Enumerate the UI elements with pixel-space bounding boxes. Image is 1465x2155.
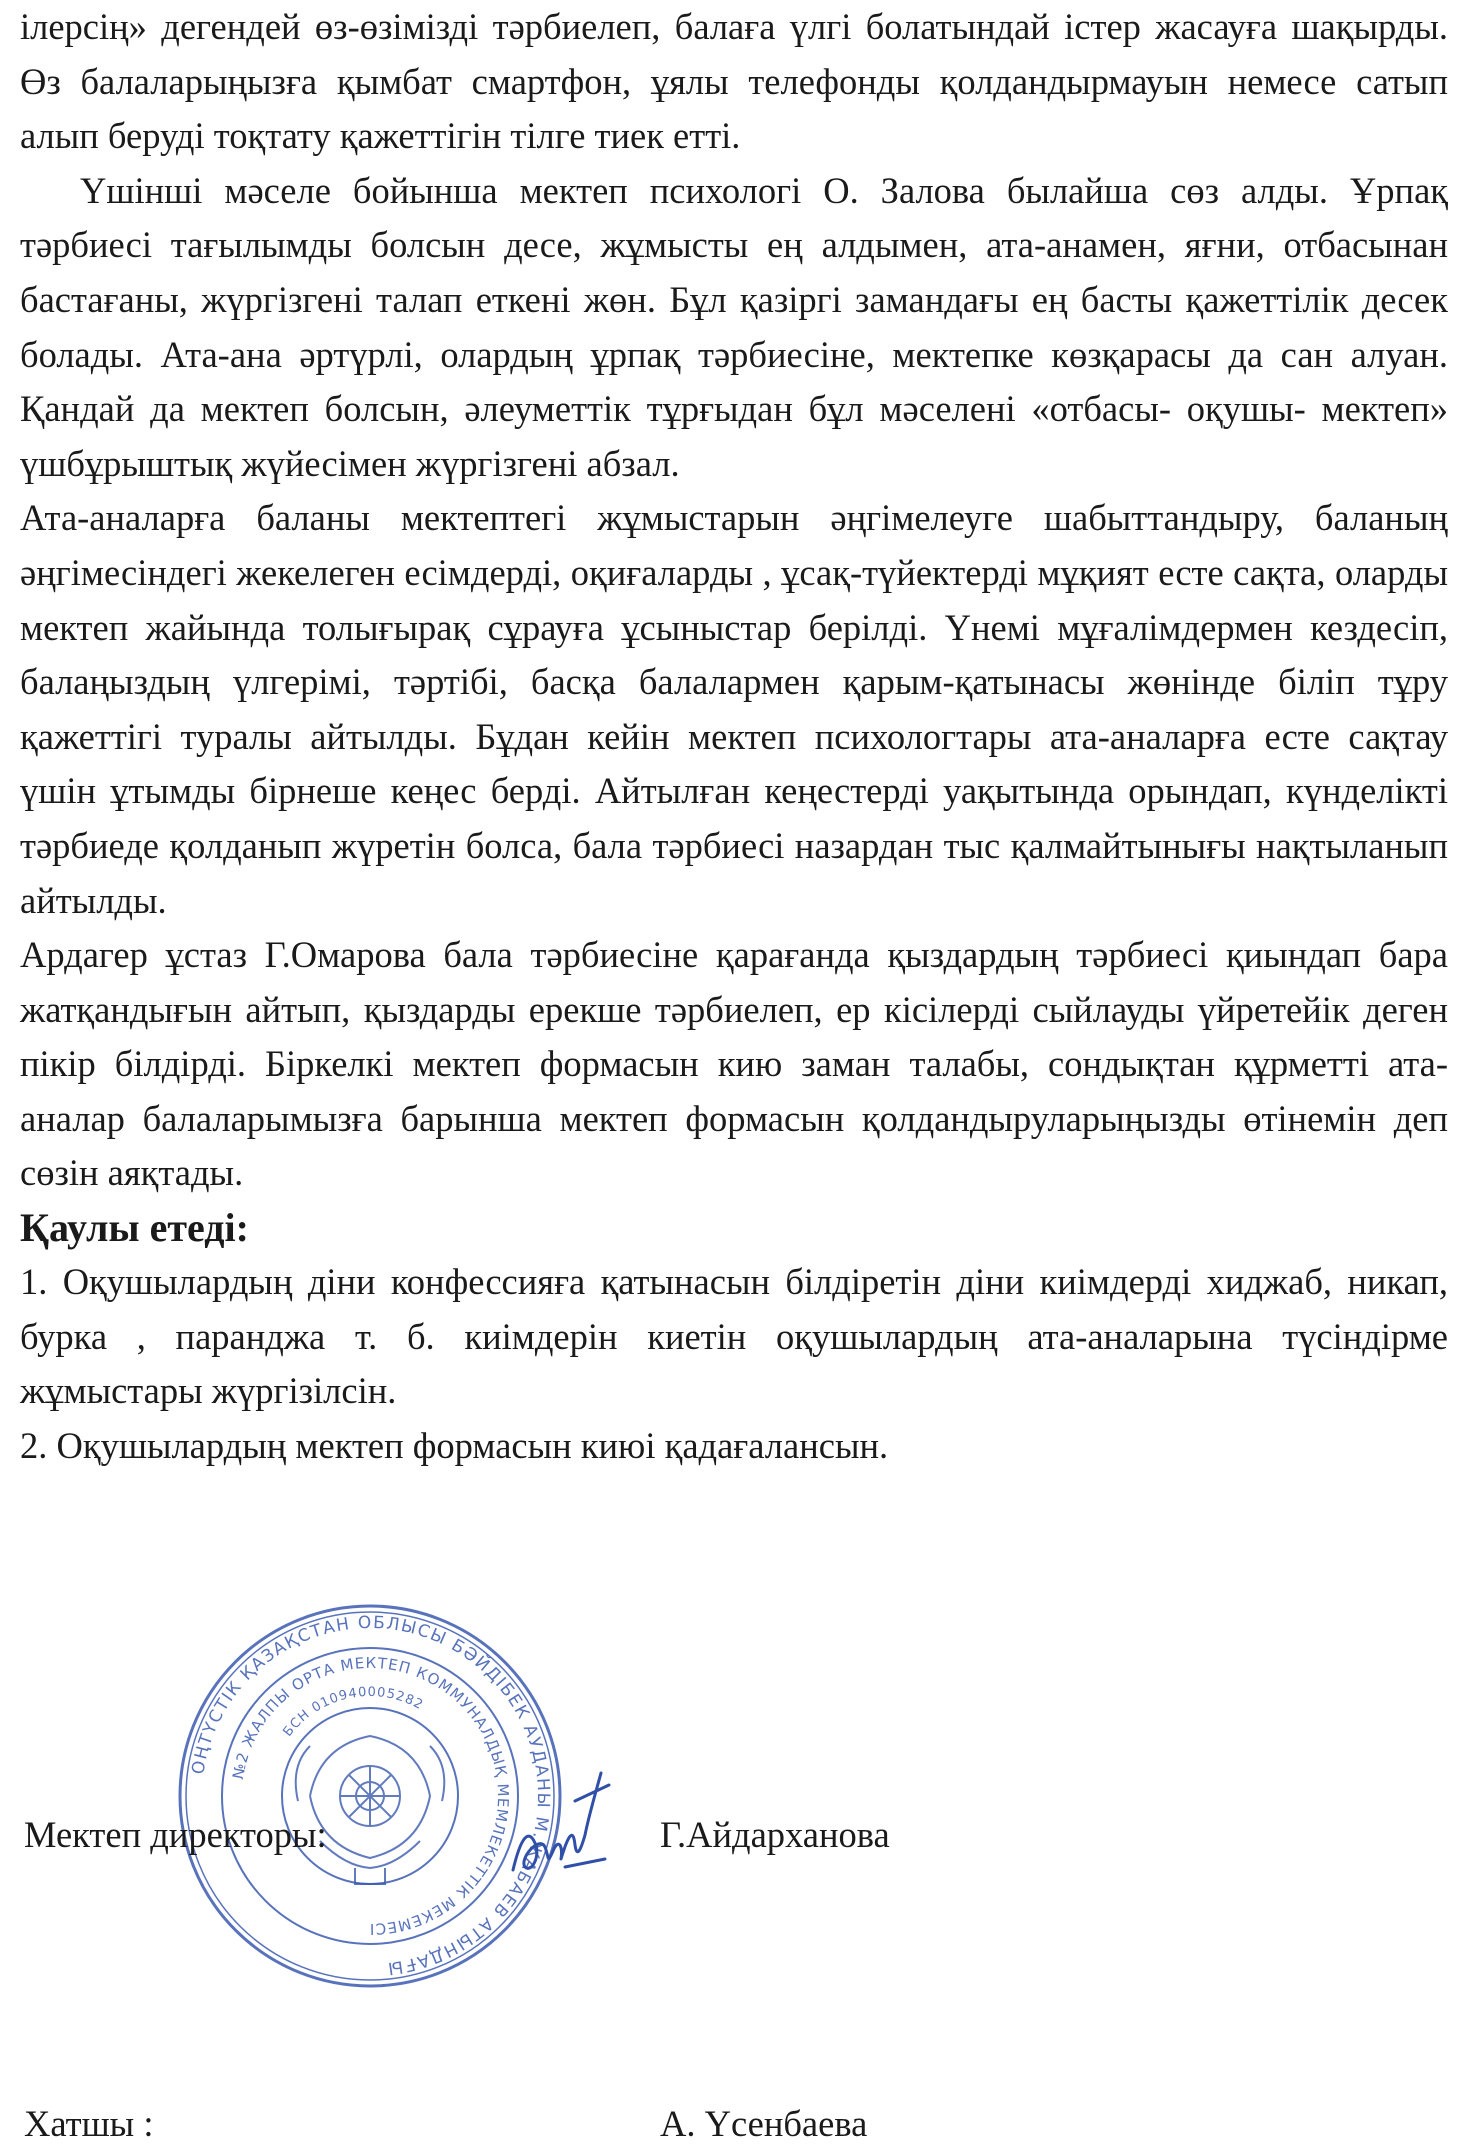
decree-item-1: 1. Оқушылардың діни конфессияға қатынасын білдіретін діни киімдерді хиджаб, никап, бурка , паранджа т. б. киімдерін киетін оқушылардың ата-аналарына түсіндірме жұмыстары жүргізілсін. (20, 1261, 1448, 1412)
decree-item-2: 2. Оқушылардың мектеп формасын киюі қадағалансын. (20, 1424, 889, 1466)
director-name: Г.Айдарханова (660, 1814, 890, 1855)
director-label: Мектеп директоры: (24, 1814, 327, 1855)
coat-of-arms-emblem (296, 1736, 445, 1884)
paragraph-psychologist: Үшінші мәселе бойынша мектеп психологі О. Залова былайша сөз алды. Ұрпақ тәрбиесі тағылымды болсын десе, жұмысты ең алдымен, ата-анамен, яғни, отбасынан бастағаны, жүргізгені талап еткені жөн. Бұл қазіргі замандағы ең басты қажеттілік десек болады. Ата-ана әртүрлі, олардың ұрпақ тәрбиесіне, мектепке көзқарасы да сан алуан. Қандай да мектеп болсын, әлеуметтік тұрғыдан бұл мәселені «отбасы- оқушы- мектеп» үшбұрыштық жүйесімен жүргізгені абзал. (20, 169, 1448, 484)
secretary-label: Хатшы : (24, 2103, 154, 2144)
paragraph-intro: ілерсің» дегендей өз-өзімізді тәрбиелеп, балаға үлгі болатындай істер жасауға шақырды. Өз балаларыңызға қымбат смартфон, ұялы телефонды қолдандырмауын немесе сатып алып беруді тоқтату қажеттігін тілге тиек етті. (20, 6, 1448, 157)
paragraph-veteran-teacher: Ардагер ұстаз Г.Омарова бала тәрбиесіне қарағанда қыздардың тәрбиесі қиындап бара жатқандығын айтып, қыздарды ерекше тәрбиелеп, ер кісілерді сыйлауды үйретейік деген пікір білдірді. Біркелкі мектеп формасын кию заман талабы, сондықтан құрметті ата-аналар балаларымызға барынша мектеп формасын қолдандыруларыңызды өтінемін деп сөзін аяқтады. (20, 934, 1448, 1194)
document-body (20, 0, 1448, 1473)
director-signature (505, 1755, 615, 1890)
stamp-bin-text: БСН 010940005282 (280, 1684, 426, 1740)
paragraph-recommendations: Ата-аналарға баланы мектептегі жұмыстарын әңгімелеуге шабыттандыру, баланың әңгімесіндегі жекелеген есімдерді, оқиғаларды , ұсақ-түйектерді мұқият есте сақта, оларды мектеп жайында толығырақ сұрауға ұсыныстар берілді. Үнемі мұғалімдермен кездесіп, балаңыздың үлгерімі, тәртібі, басқа балалармен қарым-қатынасы жөнінде біліп тұру қажеттігі туралы айтылды. Бұдан кейін мектеп психологтары ата-аналарға есте сақтау үшін ұтымды бірнеше кеңес берді. Айтылған кеңестерді уақытында орындап, күнделікті тәрбиеде қолданып жүретін болса, бала тәрбиесі назардан тыс қалмайтынығы нақтыланып айтылды. (20, 497, 1448, 921)
stamp-inner-text: №2 ЖАЛПЫ ОРТА МЕКТЕП КОММУНАЛДЫҚ МЕМЛЕКЕТТІК МЕКЕМЕСІ (228, 1653, 513, 1939)
decree-heading: Қаулы етеді: (20, 1205, 249, 1251)
stamp-outer-text: ОҢТҮСТІК ҚАЗАҚСТАН ОБЛЫСЫ БӘЙДІБЕК АУДАНЫ М.ЖАБАЕВ АТЫНДАҒЫ (188, 1612, 554, 1979)
secretary-name: А. Үсенбаева (660, 2103, 868, 2144)
